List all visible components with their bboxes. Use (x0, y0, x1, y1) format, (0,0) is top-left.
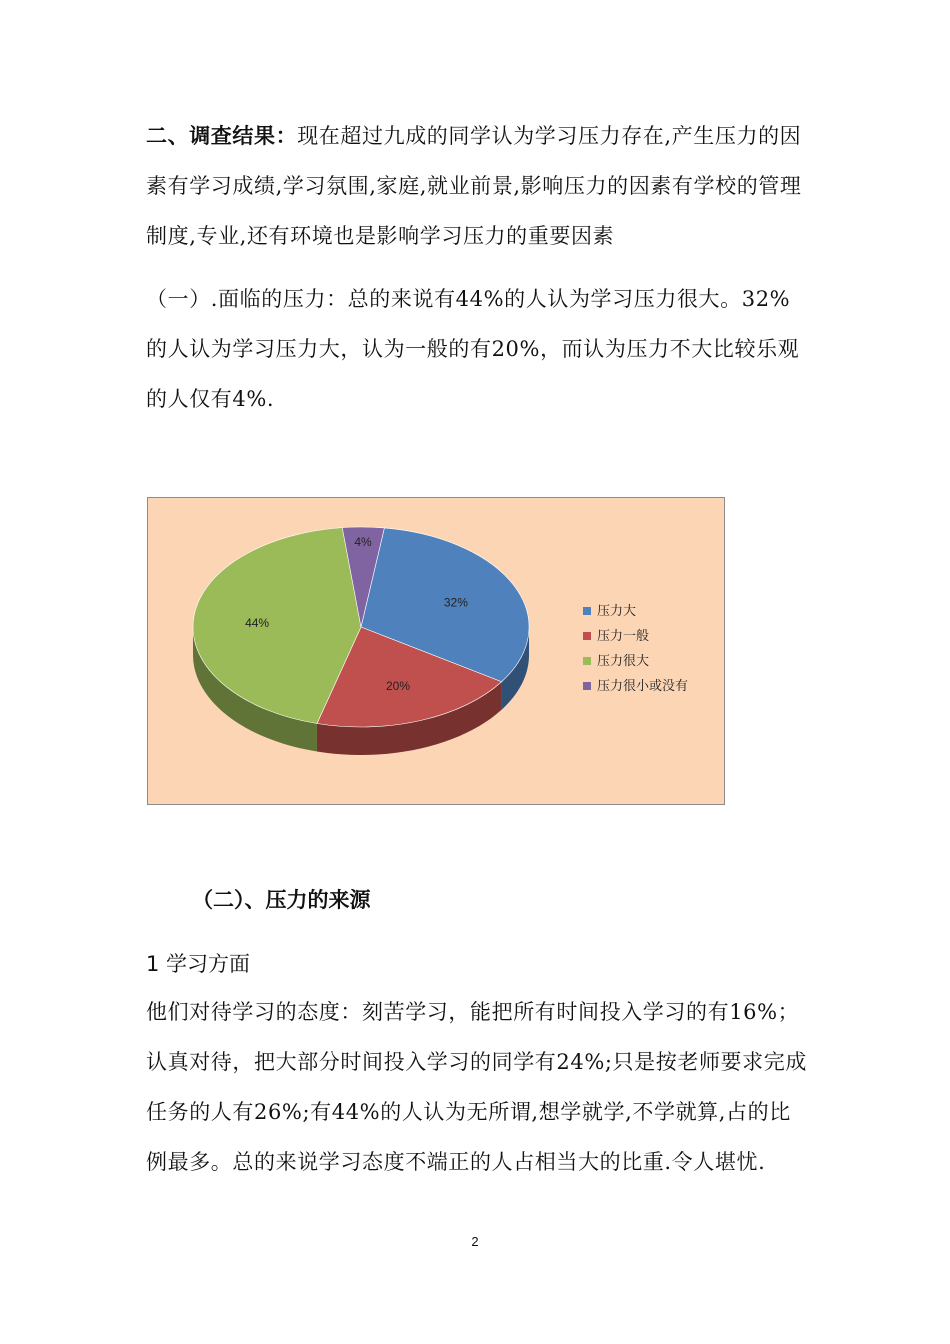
pressure-paragraph: （一）.面临的压力：总的来说有44%的人认为学习压力很大。32%的人认为学习压力大，认为一般的有20%，而认为压力不大比较乐观的人仅有4%. (146, 287, 800, 411)
pie-chart-svg (147, 497, 725, 805)
legend-label-0: 压力大 (597, 604, 637, 619)
legend-swatch-1 (583, 632, 591, 640)
pie-chart (147, 497, 725, 805)
pie-data-label-1: 20% (385, 679, 411, 693)
legend-label-1: 压力一般 (597, 629, 650, 644)
study-paragraph: 他们对待学习的态度：刻苦学习，能把所有时间投入学习的有16%；认真对待，把大部分时间投入学习的同学有24%;只是按老师要求完成任务的人有26%;有44%的人认为无所谓,想学就学,不学就算,占的比例最多。总的来说学习态度不端正的人占相当大的比重.令人堪忧. (146, 1000, 807, 1174)
legend-swatch-3 (583, 682, 591, 690)
source-heading: （二）、压力的来源 (192, 888, 371, 912)
legend-swatch-0 (583, 607, 591, 615)
legend-swatch-2 (583, 657, 591, 665)
legend-label-2: 压力很大 (597, 654, 650, 669)
section-2-paragraph (146, 111, 810, 261)
legend-label-3: 压力很小或没有 (597, 679, 689, 694)
page-number: 2 (471, 1234, 479, 1249)
pie-top (193, 527, 529, 727)
section-2-label: 二、调查结果： (146, 124, 298, 148)
section-2-text: 现在超过九成的同学认为学习压力存在,产生压力的因素有学习成绩,学习氛围,家庭,就业前景,影响压力的因素有学校的管理制度,专业,还有环境也是影响学习压力的重要因素 (146, 124, 802, 248)
pie-data-label-0: 32% (443, 595, 468, 610)
pie-data-label-2: 44% (245, 616, 270, 631)
pie-data-label-3: 4% (354, 535, 372, 549)
study-heading: 1 学习方面 (146, 952, 251, 976)
